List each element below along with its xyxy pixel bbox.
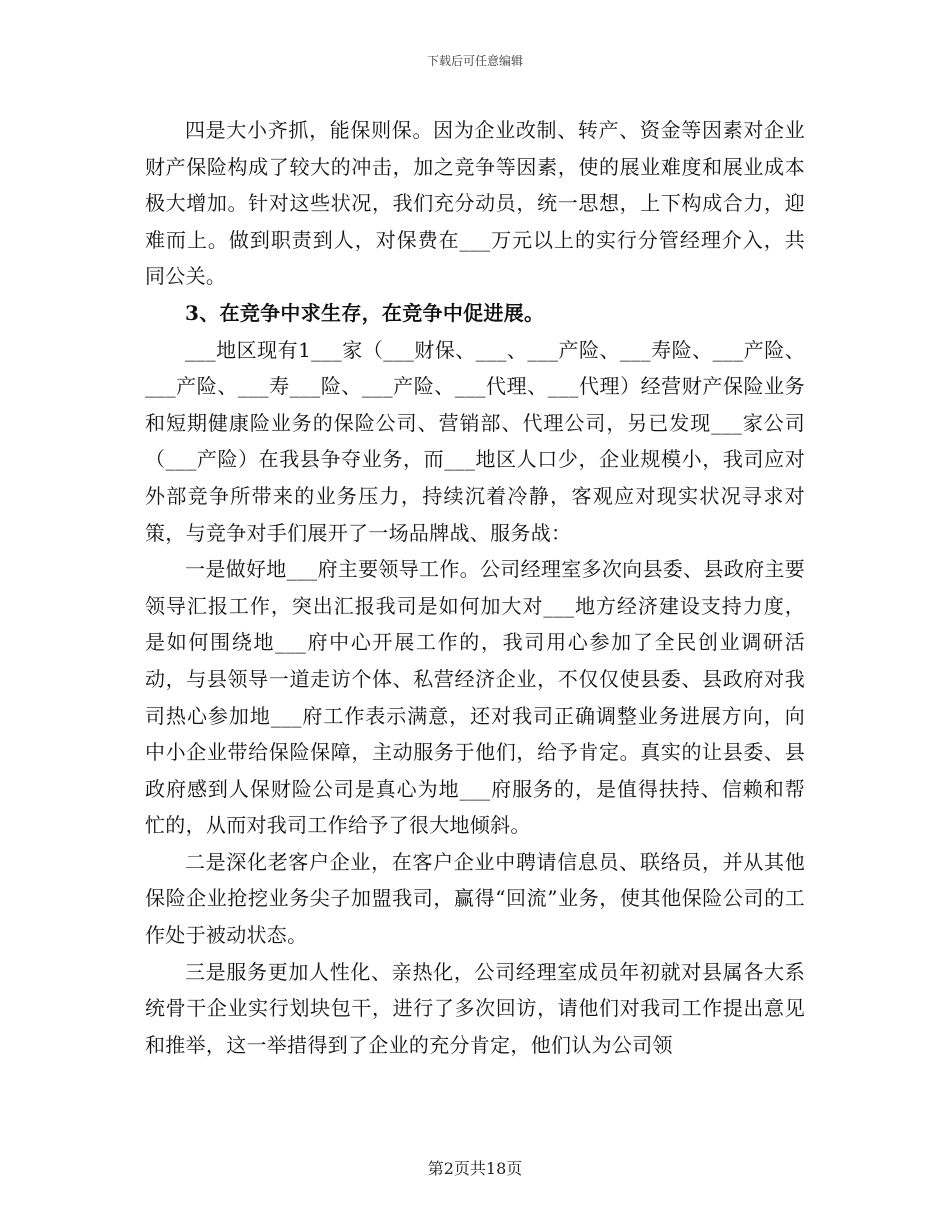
paragraph-3: 一是做好地___府主要领导工作。公司经理室多次向县委、县政府主要领导汇报工作，突出汇报我司是如何加大对___地方经济建设支持力度，是如何围绕地___府中心开展工作的，我司用心参加了全民创业调研活动，与县领导一道走访个体、私营经济企业，不仅仅使县委、县政府对我司热心参加地___府工作表示满意，还对我司正确调整业务进展方向，向中小企业带给保险保障，主动服务于他们，给予肯定。真实的让县委、县政府感到人保财险公司是真心为地___府服务的，是值得扶持、信赖和帮忙的，从而对我司工作给予了很大地倾斜。 [145,557,805,838]
paragraph-2: ___地区现有1___家（___财保、___、___产险、___寿险、___产险、___产险、___寿___险、___产险、___代理、___代理）经营财产保险业务和短期健康险业务的保险公司、营销部、代理公司，另已发现___家公司（___产险）在我县争夺业务，而___地区人口少，企业规模小，我司应对外部竞争所带来的业务压力，持续沉着冷静，客观应对现实状况寻求对策，与竞争对手们展开了一场品牌战、服务战： [145,337,805,545]
page-header: 下载后可任意编辑 [426,54,523,68]
section-heading: 3、在竞争中求生存，在竞争中促进展。 [185,300,545,325]
page-number-footer: 第2页共18页 [427,1159,523,1178]
paragraph-1: 四是大小齐抓，能保则保。因为企业改制、转产、资金等因素对企业财产保险构成了较大的冲击，加之竞争等因素，使的展业难度和展业成本极大增加。针对这些状况，我们充分动员，统一思想，上下构成合力，迎难而上。做到职责到人，对保费在___万元以上的实行分管经理介入，共同公关。 [145,118,805,289]
document-body [145,112,805,1063]
paragraph-4: 二是深化老客户企业，在客户企业中聘请信息员、联络员，并从其他保险企业抢挖业务尖子加盟我司，赢得“回流”业务，使其他保险公司的工作处于被动状态。 [145,849,805,948]
paragraph-5: 三是服务更加人性化、亲热化，公司经理室成员年初就对县属各大系统骨干企业实行划块包干，进行了多次回访，请他们对我司工作提出意见和推举，这一举措得到了企业的充分肯定，他们认为公司领 [145,959,805,1057]
